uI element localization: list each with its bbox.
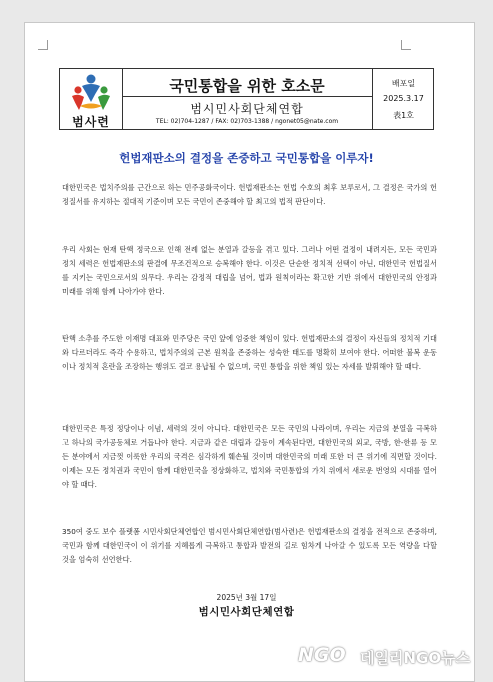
document-title: 국민통합을 위한 호소문	[169, 77, 325, 95]
seal-stamp: 表1호	[393, 111, 414, 120]
watermark-text: 데일리NGO뉴스	[360, 649, 471, 667]
crop-mark-top-left	[38, 40, 48, 50]
watermark-logo: NGO	[298, 644, 346, 666]
people-logo-icon	[70, 72, 112, 112]
meta-cell	[372, 69, 434, 129]
crop-mark-top-right	[401, 40, 411, 50]
signature: 범시민사회단체연합	[198, 606, 295, 618]
release-label: 배포일	[391, 79, 416, 88]
organization-name: 범시민사회단체연합	[190, 102, 304, 116]
contact-info: TEL: 02)704-1287 / FAX: 02)703-1388 / ngonet05@nate.com	[155, 118, 339, 125]
logo-cell	[60, 69, 123, 129]
letterhead	[59, 68, 434, 130]
paragraph-4: 대한민국은 특정 정당이나 이념, 세력의 것이 아니다. 대한민국은 모든 국민의 나라이며, 우리는 지금의 분열을 극복하고 하나의 국가공동체로 거듭나야 한다. 지금과 같은 대립과 갈등이 계속된다면, 대한민국의 외교, 국방, 한-한류 등 모든 분야에서 지금껏 이룩한 우리의 국격은 심각하게 훼손될 것이며 대한민국의 미래 또한 더 큰 위기에 직면할 것이다. 이제는 모든 정치권과 국민이 함께 대한민국을 정상화하고, 법치와 국민통합의 가치 위에서 새로운 번영의 시대를 열어야 할 때다.	[62, 424, 437, 489]
watermark	[298, 641, 488, 673]
paragraph-3: 탄핵 소추를 주도한 이재명 대표와 민주당은 국민 앞에 엄중한 책임이 있다. 헌법재판소의 결정이 자신들의 정치적 기대와 다르더라도 즉각 수용하고, 법치주의의 근본 원칙을 존중하는 성숙한 태도를 명확히 보여야 한다. 어떠한 불복 운동이나 정치적 혼란을 조장하는 행위도 결코 용납될 수 없으며, 국민 통합을 위한 책임 있는 자세를 발휘해야 할 때다.	[62, 334, 437, 371]
paragraph-1: 대한민국은 법치주의를 근간으로 하는 민주공화국이다. 헌법재판소는 헌법 수호의 최후 보루로서, 그 결정은 국가의 헌정질서를 유지하는 절대적 기준이며 모든 국민이 존중해야 할 최고의 법적 판단이다.	[62, 183, 437, 206]
logo-text: 범사련	[72, 115, 110, 129]
paragraph-2: 우리 사회는 현재 탄핵 정국으로 인해 전례 없는 분열과 갈등을 겪고 있다. 그러나 어떤 결정이 내려지든, 모든 국민과 정치 세력은 헌법재판소의 판결에 무조건적으로 승복해야 한다. 이것은 단순한 정치적 선택이 아닌, 대한민국 헌법질서를 지키는 국민으로서의 의무다. 우리는 감정적 대립을 넘어, 법과 원칙이라는 확고한 기반 위에서 대한민국의 안정과 미래를 위해 함께 나아가야 한다.	[62, 245, 437, 296]
headline: 헌법재판소의 결정을 존중하고 국민통합을 이루자!	[119, 151, 374, 165]
paragraph-5: 350여 중도 보수 플랫폼 시민사회단체연합인 범시민사회단체연합(범사련)은 헌법재판소의 결정을 전적으로 존중하며, 국민과 함께 대한민국이 이 위기를 지혜롭게 극복하고 통합과 발전의 길로 힘차게 나아갈 수 있도록 모든 역량을 다할 것을 엄숙히 선언한다.	[62, 527, 437, 564]
release-date: 2025.3.17	[383, 94, 424, 103]
title-cell	[122, 69, 372, 129]
document-date: 2025년 3월 17일	[216, 593, 277, 602]
divider	[122, 96, 372, 97]
